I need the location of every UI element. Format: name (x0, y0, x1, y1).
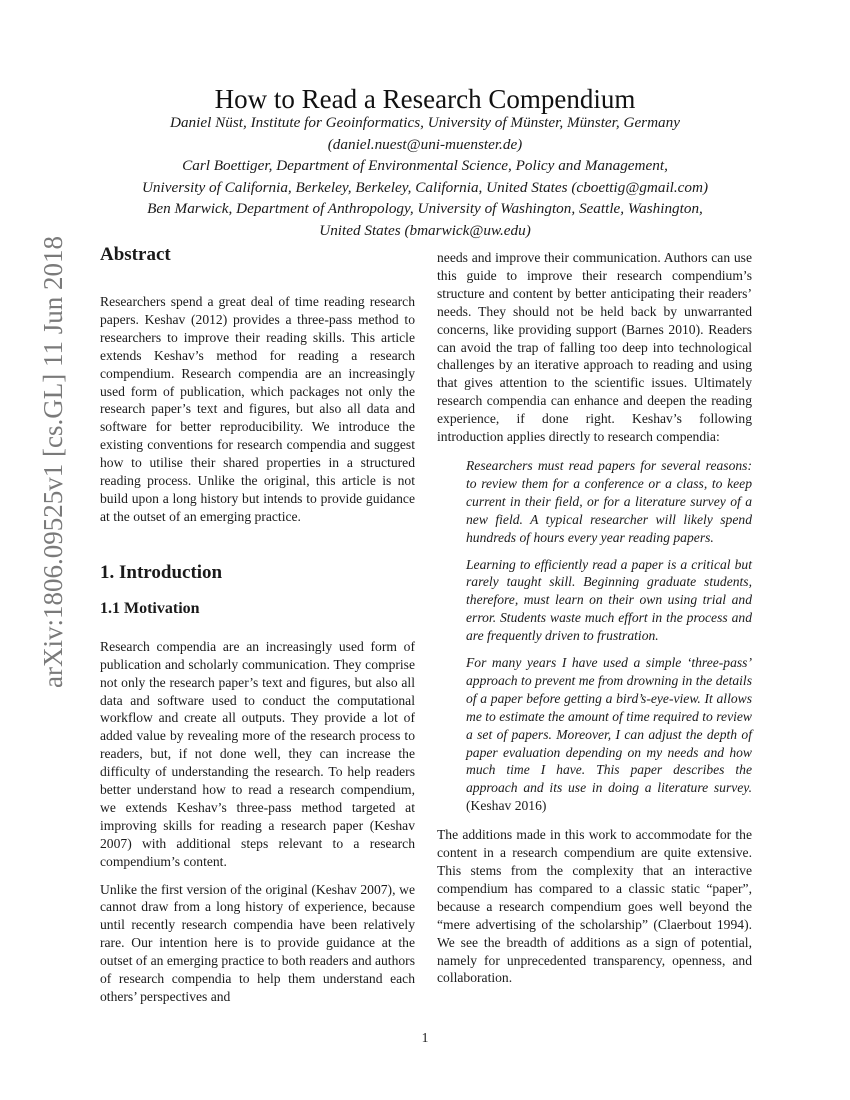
paper-title: How to Read a Research Compendium (214, 84, 636, 114)
author-line: Ben Marwick, Department of Anthropology, University of Washington, Seattle, Washington, (147, 200, 703, 217)
abstract-heading: Abstract (100, 244, 171, 265)
introduction-heading: 1. Introduction (100, 561, 223, 583)
introduction-paragraph: Research compendia are an increasingly used form of publication and scholarly communication. They comprise not only the research paper’s text and figures, but also all data and software used to conduct the computational workflow and create all outputs. They provide a lot of added value by revealing more of the research process to readers, but, if not done well, they can increase the difficulty of understanding the research. To help readers better understand how to read a research compendium, we extends Keshav’s three-pass method targeted at improving skills for reading a research paper (Keshav 2007) with additional steps relevant to a research compendium’s content. (100, 638, 415, 869)
author-line: Daniel Nüst, Institute for Geoinformatics, University of Münster, Münster, Germany (169, 114, 680, 131)
motivation-subheading: 1.1 Motivation (100, 599, 200, 617)
arxiv-identifier-stamp: arXiv:1806.09525v1 [cs.GL] 11 Jun 2018 (38, 236, 68, 688)
page-number: 1 (421, 1030, 429, 1045)
left-column (100, 244, 415, 1006)
author-line: United States (bmarwick@uw.edu) (319, 221, 531, 239)
author-block (95, 112, 755, 241)
block-quote (466, 654, 752, 815)
quote-text: For many years I have used a simple ‘three-pass’ approach to prevent me from drowning in the details of a paper before getting a bird’s-eye-view. It allows me to estimate the amount of time required to review a set of papers. Moreover, I can adjust the depth of paper evaluation depending on my needs and how much time I have. This paper describes the approach and its use in doing a literature survey. (466, 655, 752, 796)
right-column (437, 249, 752, 987)
body-paragraph: needs and improve their communication. Authors can use this guide to improve their research compendium’s structure and content by better anticipating their readers’ needs. They should not be held back by unwarranted concerns, like providing support (Barnes 2010). Readers can avoid the trap of falling too deep into technological challenges by an iterative approach to reading and using that gives attention to the scientific issues. Ultimately research compendia can enhance and deepen the reading experience, if done right. Keshav’s following introduction applies directly to research compendia: (437, 250, 752, 445)
author-line: Carl Boettiger, Department of Environmental Science, Policy and Management, (182, 157, 668, 174)
block-quote: Researchers must read papers for several reasons: to review them for a conference or a class, to keep current in their field, or for a literature survey of a new field. A typical researcher will likely spend hundreds of hours every year reading papers. (466, 457, 752, 545)
introduction-paragraph: Unlike the first version of the original (Keshav 2007), we cannot draw from a long history of experience, because until recently research compendia have been relatively rare. Our intention here is to provide guidance at the outset of an emerging practice to both readers and authors of research compendia to help them understand each others’ perspectives and (100, 881, 415, 1004)
block-quote: Learning to efficiently read a paper is a critical but rarely taught skill. Beginning graduate students, therefore, must learn on their own using trial and error. Students waste much effort in the process and are frequently driven to frustration. (466, 556, 752, 644)
author-line: (daniel.nuest@uni-muenster.de) (327, 135, 523, 153)
author-line: University of California, Berkeley, Berkeley, California, United States (cboettig@gmail.com) (141, 178, 709, 196)
body-paragraph: The additions made in this work to accommodate for the content in a research compendium are quite extensive. This stems from the complexity that an interactive compendium has compared to a classic static “paper”, because a research compendium goes well beyond the “mere advertising of the scholarship” (Claerbout 1994). We see the breadth of additions as a sign of potential, namely for unprecedented transparency, openness, and collaboration. (437, 827, 752, 986)
quote-citation: (Keshav 2016) (466, 798, 547, 814)
abstract-text: Researchers spend a great deal of time reading research papers. Keshav (2012) provides a three-pass method to researchers to improve their reading skills. This article extends Keshav’s method for reading a research compendium. Research compendia are an increasingly used form of publication, which packages not only the research paper’s text and figures, but also all data and software for better reproducibility. We introduce the existing conventions for research compendia and suggest how to utilise their shared properties in a structured reading process. Unlike the original, this article is not build upon a long history but intends to provide guidance at the outset of an emerging practice. (100, 294, 415, 524)
